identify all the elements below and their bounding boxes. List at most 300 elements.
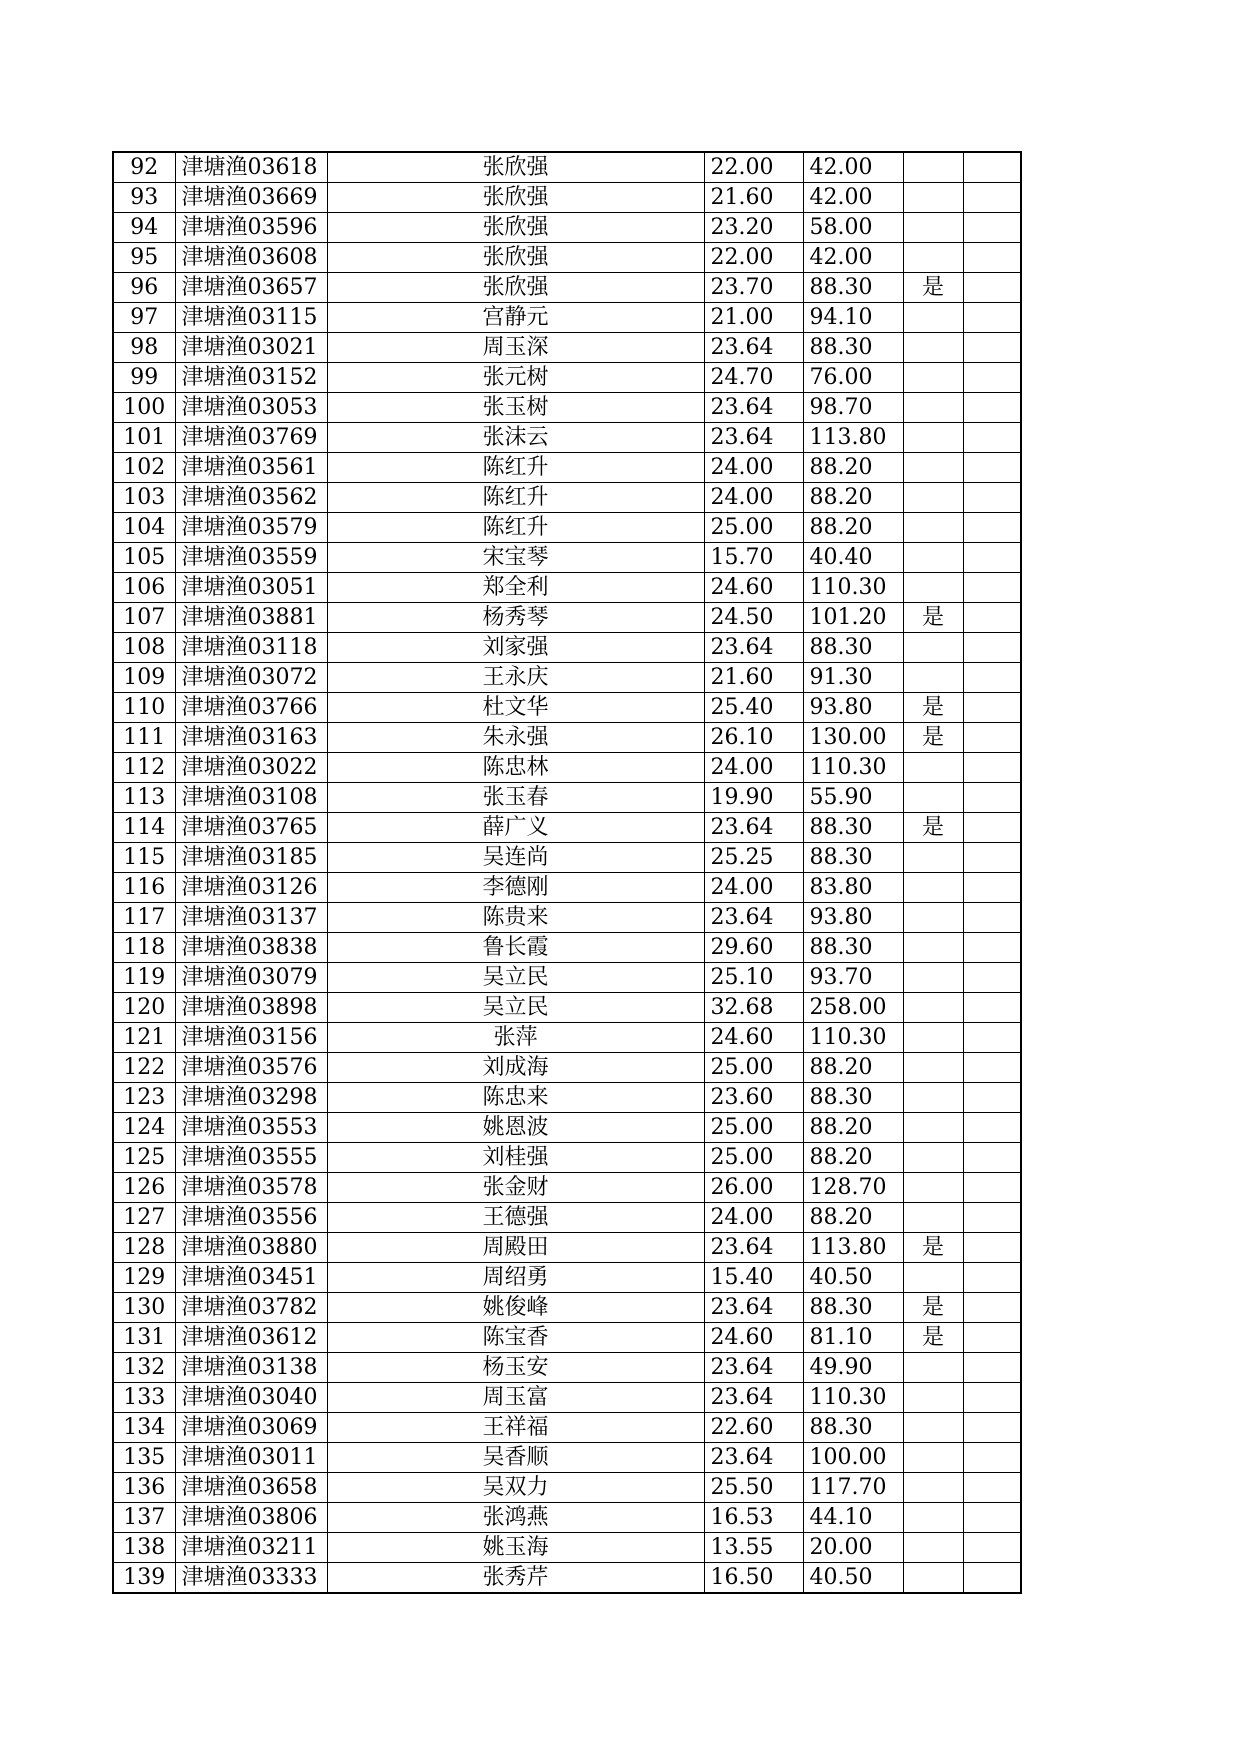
- flag-cell: [903, 1563, 963, 1594]
- value-a-cell: 23.64: [704, 633, 803, 663]
- row-number-cell: 118: [113, 933, 175, 963]
- empty-cell: [963, 903, 1021, 933]
- value-a-cell: 24.70: [704, 363, 803, 393]
- table-row: [113, 663, 1021, 693]
- vessel-id-cell: 津塘渔03079: [175, 963, 327, 993]
- empty-cell: [963, 152, 1021, 183]
- value-a-cell: 24.00: [704, 483, 803, 513]
- vessel-id-cell: 津塘渔03806: [175, 1503, 327, 1533]
- value-b-cell: 88.20: [803, 453, 903, 483]
- flag-cell: 是: [903, 813, 963, 843]
- empty-cell: [963, 273, 1021, 303]
- flag-cell: [903, 1263, 963, 1293]
- empty-cell: [963, 453, 1021, 483]
- row-number-cell: 126: [113, 1173, 175, 1203]
- table-row: [113, 753, 1021, 783]
- value-a-cell: 25.00: [704, 1053, 803, 1083]
- value-b-cell: 110.30: [803, 1023, 903, 1053]
- row-number-cell: 120: [113, 993, 175, 1023]
- owner-name-cell: 姚玉海: [327, 1533, 704, 1563]
- value-b-cell: 110.30: [803, 573, 903, 603]
- owner-name-cell: 陈红升: [327, 483, 704, 513]
- vessel-id-cell: 津塘渔03138: [175, 1353, 327, 1383]
- value-a-cell: 15.70: [704, 543, 803, 573]
- empty-cell: [963, 1173, 1021, 1203]
- empty-cell: [963, 753, 1021, 783]
- table-row: [113, 453, 1021, 483]
- row-number-cell: 138: [113, 1533, 175, 1563]
- owner-name-cell: 杨玉安: [327, 1353, 704, 1383]
- owner-name-cell: 姚恩波: [327, 1113, 704, 1143]
- vessel-id-cell: 津塘渔03108: [175, 783, 327, 813]
- value-a-cell: 25.25: [704, 843, 803, 873]
- value-b-cell: 88.20: [803, 513, 903, 543]
- vessel-id-cell: 津塘渔03618: [175, 152, 327, 183]
- value-b-cell: 258.00: [803, 993, 903, 1023]
- flag-cell: [903, 483, 963, 513]
- owner-name-cell: 陈贵来: [327, 903, 704, 933]
- table-row: [113, 993, 1021, 1023]
- table-row: [113, 152, 1021, 183]
- value-b-cell: 117.70: [803, 1473, 903, 1503]
- flag-cell: [903, 453, 963, 483]
- value-b-cell: 76.00: [803, 363, 903, 393]
- flag-cell: [903, 873, 963, 903]
- value-b-cell: 88.30: [803, 843, 903, 873]
- value-b-cell: 93.70: [803, 963, 903, 993]
- value-b-cell: 94.10: [803, 303, 903, 333]
- row-number-cell: 104: [113, 513, 175, 543]
- value-b-cell: 93.80: [803, 693, 903, 723]
- flag-cell: [903, 393, 963, 423]
- table-row: [113, 1113, 1021, 1143]
- vessel-id-cell: 津塘渔03051: [175, 573, 327, 603]
- flag-cell: [903, 633, 963, 663]
- vessel-id-cell: 津塘渔03126: [175, 873, 327, 903]
- value-b-cell: 88.20: [803, 1203, 903, 1233]
- vessel-id-cell: 津塘渔03040: [175, 1383, 327, 1413]
- value-b-cell: 88.20: [803, 1113, 903, 1143]
- value-b-cell: 44.10: [803, 1503, 903, 1533]
- table-row: [113, 1323, 1021, 1353]
- value-a-cell: 26.10: [704, 723, 803, 753]
- empty-cell: [963, 243, 1021, 273]
- vessel-id-cell: 津塘渔03115: [175, 303, 327, 333]
- flag-cell: [903, 243, 963, 273]
- flag-cell: [903, 1203, 963, 1233]
- table-row: [113, 1263, 1021, 1293]
- flag-cell: [903, 1173, 963, 1203]
- vessel-id-cell: 津塘渔03137: [175, 903, 327, 933]
- vessel-id-cell: 津塘渔03553: [175, 1113, 327, 1143]
- empty-cell: [963, 933, 1021, 963]
- empty-cell: [963, 1143, 1021, 1173]
- owner-name-cell: 杜文华: [327, 693, 704, 723]
- row-number-cell: 101: [113, 423, 175, 453]
- flag-cell: [903, 843, 963, 873]
- flag-cell: [903, 1023, 963, 1053]
- table-row: [113, 303, 1021, 333]
- row-number-cell: 139: [113, 1563, 175, 1594]
- value-b-cell: 88.30: [803, 933, 903, 963]
- flag-cell: [903, 363, 963, 393]
- empty-cell: [963, 1293, 1021, 1323]
- empty-cell: [963, 1263, 1021, 1293]
- value-b-cell: 100.00: [803, 1443, 903, 1473]
- row-number-cell: 132: [113, 1353, 175, 1383]
- owner-name-cell: 吴香顺: [327, 1443, 704, 1473]
- flag-cell: [903, 933, 963, 963]
- row-number-cell: 125: [113, 1143, 175, 1173]
- value-a-cell: 25.00: [704, 513, 803, 543]
- owner-name-cell: 吴立民: [327, 963, 704, 993]
- row-number-cell: 92: [113, 152, 175, 183]
- empty-cell: [963, 663, 1021, 693]
- owner-name-cell: 刘成海: [327, 1053, 704, 1083]
- value-b-cell: 101.20: [803, 603, 903, 633]
- flag-cell: [903, 1053, 963, 1083]
- empty-cell: [963, 1383, 1021, 1413]
- value-b-cell: 88.30: [803, 813, 903, 843]
- owner-name-cell: 姚俊峰: [327, 1293, 704, 1323]
- flag-cell: [903, 1353, 963, 1383]
- value-a-cell: 22.00: [704, 243, 803, 273]
- vessel-id-cell: 津塘渔03152: [175, 363, 327, 393]
- row-number-cell: 105: [113, 543, 175, 573]
- owner-name-cell: 张欣强: [327, 152, 704, 183]
- flag-cell: 是: [903, 603, 963, 633]
- owner-name-cell: 张欣强: [327, 213, 704, 243]
- flag-cell: [903, 903, 963, 933]
- empty-cell: [963, 1053, 1021, 1083]
- vessel-id-cell: 津塘渔03669: [175, 183, 327, 213]
- owner-name-cell: 宫静元: [327, 303, 704, 333]
- value-a-cell: 23.64: [704, 813, 803, 843]
- empty-cell: [963, 993, 1021, 1023]
- owner-name-cell: 王德强: [327, 1203, 704, 1233]
- vessel-id-cell: 津塘渔03769: [175, 423, 327, 453]
- empty-cell: [963, 1473, 1021, 1503]
- flag-cell: [903, 753, 963, 783]
- empty-cell: [963, 633, 1021, 663]
- vessel-table: [112, 151, 1022, 1594]
- table-row: [113, 903, 1021, 933]
- value-b-cell: 88.30: [803, 1293, 903, 1323]
- value-a-cell: 24.50: [704, 603, 803, 633]
- owner-name-cell: 张萍: [327, 1023, 704, 1053]
- value-b-cell: 88.20: [803, 1053, 903, 1083]
- flag-cell: [903, 1383, 963, 1413]
- vessel-id-cell: 津塘渔03211: [175, 1533, 327, 1563]
- vessel-id-cell: 津塘渔03011: [175, 1443, 327, 1473]
- empty-cell: [963, 1503, 1021, 1533]
- value-a-cell: 21.00: [704, 303, 803, 333]
- vessel-id-cell: 津塘渔03838: [175, 933, 327, 963]
- empty-cell: [963, 393, 1021, 423]
- owner-name-cell: 周玉深: [327, 333, 704, 363]
- table-row: [113, 1413, 1021, 1443]
- empty-cell: [963, 1023, 1021, 1053]
- owner-name-cell: 张玉树: [327, 393, 704, 423]
- table-row: [113, 573, 1021, 603]
- owner-name-cell: 朱永强: [327, 723, 704, 753]
- vessel-id-cell: 津塘渔03608: [175, 243, 327, 273]
- value-a-cell: 25.00: [704, 1113, 803, 1143]
- value-b-cell: 88.30: [803, 633, 903, 663]
- value-a-cell: 23.70: [704, 273, 803, 303]
- vessel-id-cell: 津塘渔03163: [175, 723, 327, 753]
- value-b-cell: 55.90: [803, 783, 903, 813]
- flag-cell: [903, 513, 963, 543]
- row-number-cell: 110: [113, 693, 175, 723]
- owner-name-cell: 刘家强: [327, 633, 704, 663]
- value-b-cell: 91.30: [803, 663, 903, 693]
- row-number-cell: 106: [113, 573, 175, 603]
- row-number-cell: 131: [113, 1323, 175, 1353]
- value-a-cell: 15.40: [704, 1263, 803, 1293]
- row-number-cell: 98: [113, 333, 175, 363]
- row-number-cell: 121: [113, 1023, 175, 1053]
- empty-cell: [963, 1113, 1021, 1143]
- value-a-cell: 25.40: [704, 693, 803, 723]
- owner-name-cell: 张鸿燕: [327, 1503, 704, 1533]
- flag-cell: [903, 573, 963, 603]
- row-number-cell: 122: [113, 1053, 175, 1083]
- row-number-cell: 103: [113, 483, 175, 513]
- vessel-id-cell: 津塘渔03881: [175, 603, 327, 633]
- row-number-cell: 111: [113, 723, 175, 753]
- owner-name-cell: 陈宝香: [327, 1323, 704, 1353]
- flag-cell: [903, 993, 963, 1023]
- empty-cell: [963, 813, 1021, 843]
- row-number-cell: 102: [113, 453, 175, 483]
- value-a-cell: 25.00: [704, 1143, 803, 1173]
- table-row: [113, 363, 1021, 393]
- flag-cell: [903, 543, 963, 573]
- row-number-cell: 116: [113, 873, 175, 903]
- empty-cell: [963, 423, 1021, 453]
- vessel-id-cell: 津塘渔03561: [175, 453, 327, 483]
- value-a-cell: 23.64: [704, 1293, 803, 1323]
- table-row: [113, 1083, 1021, 1113]
- value-a-cell: 22.60: [704, 1413, 803, 1443]
- vessel-id-cell: 津塘渔03576: [175, 1053, 327, 1083]
- row-number-cell: 114: [113, 813, 175, 843]
- value-a-cell: 23.64: [704, 423, 803, 453]
- row-number-cell: 128: [113, 1233, 175, 1263]
- value-b-cell: 40.50: [803, 1563, 903, 1594]
- row-number-cell: 109: [113, 663, 175, 693]
- flag-cell: 是: [903, 693, 963, 723]
- owner-name-cell: 王永庆: [327, 663, 704, 693]
- value-a-cell: 24.00: [704, 453, 803, 483]
- owner-name-cell: 吴立民: [327, 993, 704, 1023]
- row-number-cell: 137: [113, 1503, 175, 1533]
- empty-cell: [963, 963, 1021, 993]
- empty-cell: [963, 723, 1021, 753]
- value-a-cell: 23.64: [704, 1443, 803, 1473]
- value-b-cell: 93.80: [803, 903, 903, 933]
- vessel-id-cell: 津塘渔03765: [175, 813, 327, 843]
- value-a-cell: 29.60: [704, 933, 803, 963]
- table-row: [113, 813, 1021, 843]
- flag-cell: [903, 1113, 963, 1143]
- vessel-id-cell: 津塘渔03766: [175, 693, 327, 723]
- flag-cell: [903, 152, 963, 183]
- empty-cell: [963, 1353, 1021, 1383]
- value-b-cell: 88.30: [803, 333, 903, 363]
- table-row: [113, 1233, 1021, 1263]
- vessel-id-cell: 津塘渔03898: [175, 993, 327, 1023]
- value-b-cell: 113.80: [803, 1233, 903, 1263]
- flag-cell: [903, 783, 963, 813]
- value-a-cell: 16.50: [704, 1563, 803, 1594]
- owner-name-cell: 吴连尚: [327, 843, 704, 873]
- owner-name-cell: 吴双力: [327, 1473, 704, 1503]
- empty-cell: [963, 543, 1021, 573]
- flag-cell: [903, 1083, 963, 1113]
- table-row: [113, 1293, 1021, 1323]
- vessel-id-cell: 津塘渔03658: [175, 1473, 327, 1503]
- value-b-cell: 110.30: [803, 1383, 903, 1413]
- row-number-cell: 99: [113, 363, 175, 393]
- value-a-cell: 24.60: [704, 573, 803, 603]
- table-row: [113, 243, 1021, 273]
- table-row: [113, 843, 1021, 873]
- value-b-cell: 130.00: [803, 723, 903, 753]
- table-row: [113, 513, 1021, 543]
- empty-cell: [963, 1533, 1021, 1563]
- flag-cell: [903, 1413, 963, 1443]
- flag-cell: [903, 423, 963, 453]
- owner-name-cell: 张秀芹: [327, 1563, 704, 1594]
- value-a-cell: 32.68: [704, 993, 803, 1023]
- empty-cell: [963, 1233, 1021, 1263]
- empty-cell: [963, 1563, 1021, 1594]
- vessel-id-cell: 津塘渔03596: [175, 213, 327, 243]
- owner-name-cell: 郑全利: [327, 573, 704, 603]
- empty-cell: [963, 1443, 1021, 1473]
- empty-cell: [963, 843, 1021, 873]
- value-a-cell: 26.00: [704, 1173, 803, 1203]
- table-row: [113, 543, 1021, 573]
- row-number-cell: 113: [113, 783, 175, 813]
- empty-cell: [963, 573, 1021, 603]
- flag-cell: [903, 1143, 963, 1173]
- vessel-id-cell: 津塘渔03556: [175, 1203, 327, 1233]
- row-number-cell: 119: [113, 963, 175, 993]
- row-number-cell: 94: [113, 213, 175, 243]
- value-b-cell: 42.00: [803, 152, 903, 183]
- row-number-cell: 107: [113, 603, 175, 633]
- value-b-cell: 88.20: [803, 483, 903, 513]
- table-row: [113, 933, 1021, 963]
- owner-name-cell: 周玉富: [327, 1383, 704, 1413]
- vessel-id-cell: 津塘渔03782: [175, 1293, 327, 1323]
- flag-cell: 是: [903, 1293, 963, 1323]
- flag-cell: [903, 183, 963, 213]
- value-a-cell: 25.10: [704, 963, 803, 993]
- vessel-id-cell: 津塘渔03562: [175, 483, 327, 513]
- owner-name-cell: 刘桂强: [327, 1143, 704, 1173]
- empty-cell: [963, 693, 1021, 723]
- flag-cell: [903, 213, 963, 243]
- value-a-cell: 25.50: [704, 1473, 803, 1503]
- flag-cell: [903, 333, 963, 363]
- value-b-cell: 40.50: [803, 1263, 903, 1293]
- owner-name-cell: 张欣强: [327, 273, 704, 303]
- row-number-cell: 115: [113, 843, 175, 873]
- value-b-cell: 83.80: [803, 873, 903, 903]
- vessel-id-cell: 津塘渔03072: [175, 663, 327, 693]
- row-number-cell: 112: [113, 753, 175, 783]
- owner-name-cell: 张金财: [327, 1173, 704, 1203]
- table-row: [113, 183, 1021, 213]
- table-row: [113, 1353, 1021, 1383]
- value-b-cell: 42.00: [803, 243, 903, 273]
- empty-cell: [963, 303, 1021, 333]
- flag-cell: [903, 303, 963, 333]
- vessel-id-cell: 津塘渔03578: [175, 1173, 327, 1203]
- table-row: [113, 1473, 1021, 1503]
- vessel-id-cell: 津塘渔03333: [175, 1563, 327, 1594]
- owner-name-cell: 王祥福: [327, 1413, 704, 1443]
- empty-cell: [963, 1203, 1021, 1233]
- value-b-cell: 88.30: [803, 1413, 903, 1443]
- value-b-cell: 58.00: [803, 213, 903, 243]
- owner-name-cell: 杨秀琴: [327, 603, 704, 633]
- table-row: [113, 1143, 1021, 1173]
- vessel-id-cell: 津塘渔03185: [175, 843, 327, 873]
- row-number-cell: 117: [113, 903, 175, 933]
- table-row: [113, 963, 1021, 993]
- value-a-cell: 13.55: [704, 1533, 803, 1563]
- vessel-id-cell: 津塘渔03022: [175, 753, 327, 783]
- value-a-cell: 23.64: [704, 393, 803, 423]
- value-b-cell: 88.30: [803, 1083, 903, 1113]
- table-row: [113, 393, 1021, 423]
- flag-cell: 是: [903, 1323, 963, 1353]
- vessel-id-cell: 津塘渔03451: [175, 1263, 327, 1293]
- owner-name-cell: 陈红升: [327, 453, 704, 483]
- value-a-cell: 23.64: [704, 1383, 803, 1413]
- vessel-id-cell: 津塘渔03657: [175, 273, 327, 303]
- value-b-cell: 81.10: [803, 1323, 903, 1353]
- value-a-cell: 24.00: [704, 753, 803, 783]
- table-row: [113, 633, 1021, 663]
- row-number-cell: 96: [113, 273, 175, 303]
- table-row: [113, 1053, 1021, 1083]
- owner-name-cell: 张玉春: [327, 783, 704, 813]
- flag-cell: [903, 1533, 963, 1563]
- value-a-cell: 23.20: [704, 213, 803, 243]
- empty-cell: [963, 1083, 1021, 1113]
- owner-name-cell: 李德刚: [327, 873, 704, 903]
- value-a-cell: 21.60: [704, 183, 803, 213]
- flag-cell: 是: [903, 273, 963, 303]
- empty-cell: [963, 603, 1021, 633]
- owner-name-cell: 张元树: [327, 363, 704, 393]
- value-b-cell: 40.40: [803, 543, 903, 573]
- value-b-cell: 88.30: [803, 273, 903, 303]
- row-number-cell: 93: [113, 183, 175, 213]
- value-b-cell: 20.00: [803, 1533, 903, 1563]
- owner-name-cell: 张欣强: [327, 243, 704, 273]
- value-b-cell: 98.70: [803, 393, 903, 423]
- empty-cell: [963, 1413, 1021, 1443]
- empty-cell: [963, 783, 1021, 813]
- value-a-cell: 23.64: [704, 1233, 803, 1263]
